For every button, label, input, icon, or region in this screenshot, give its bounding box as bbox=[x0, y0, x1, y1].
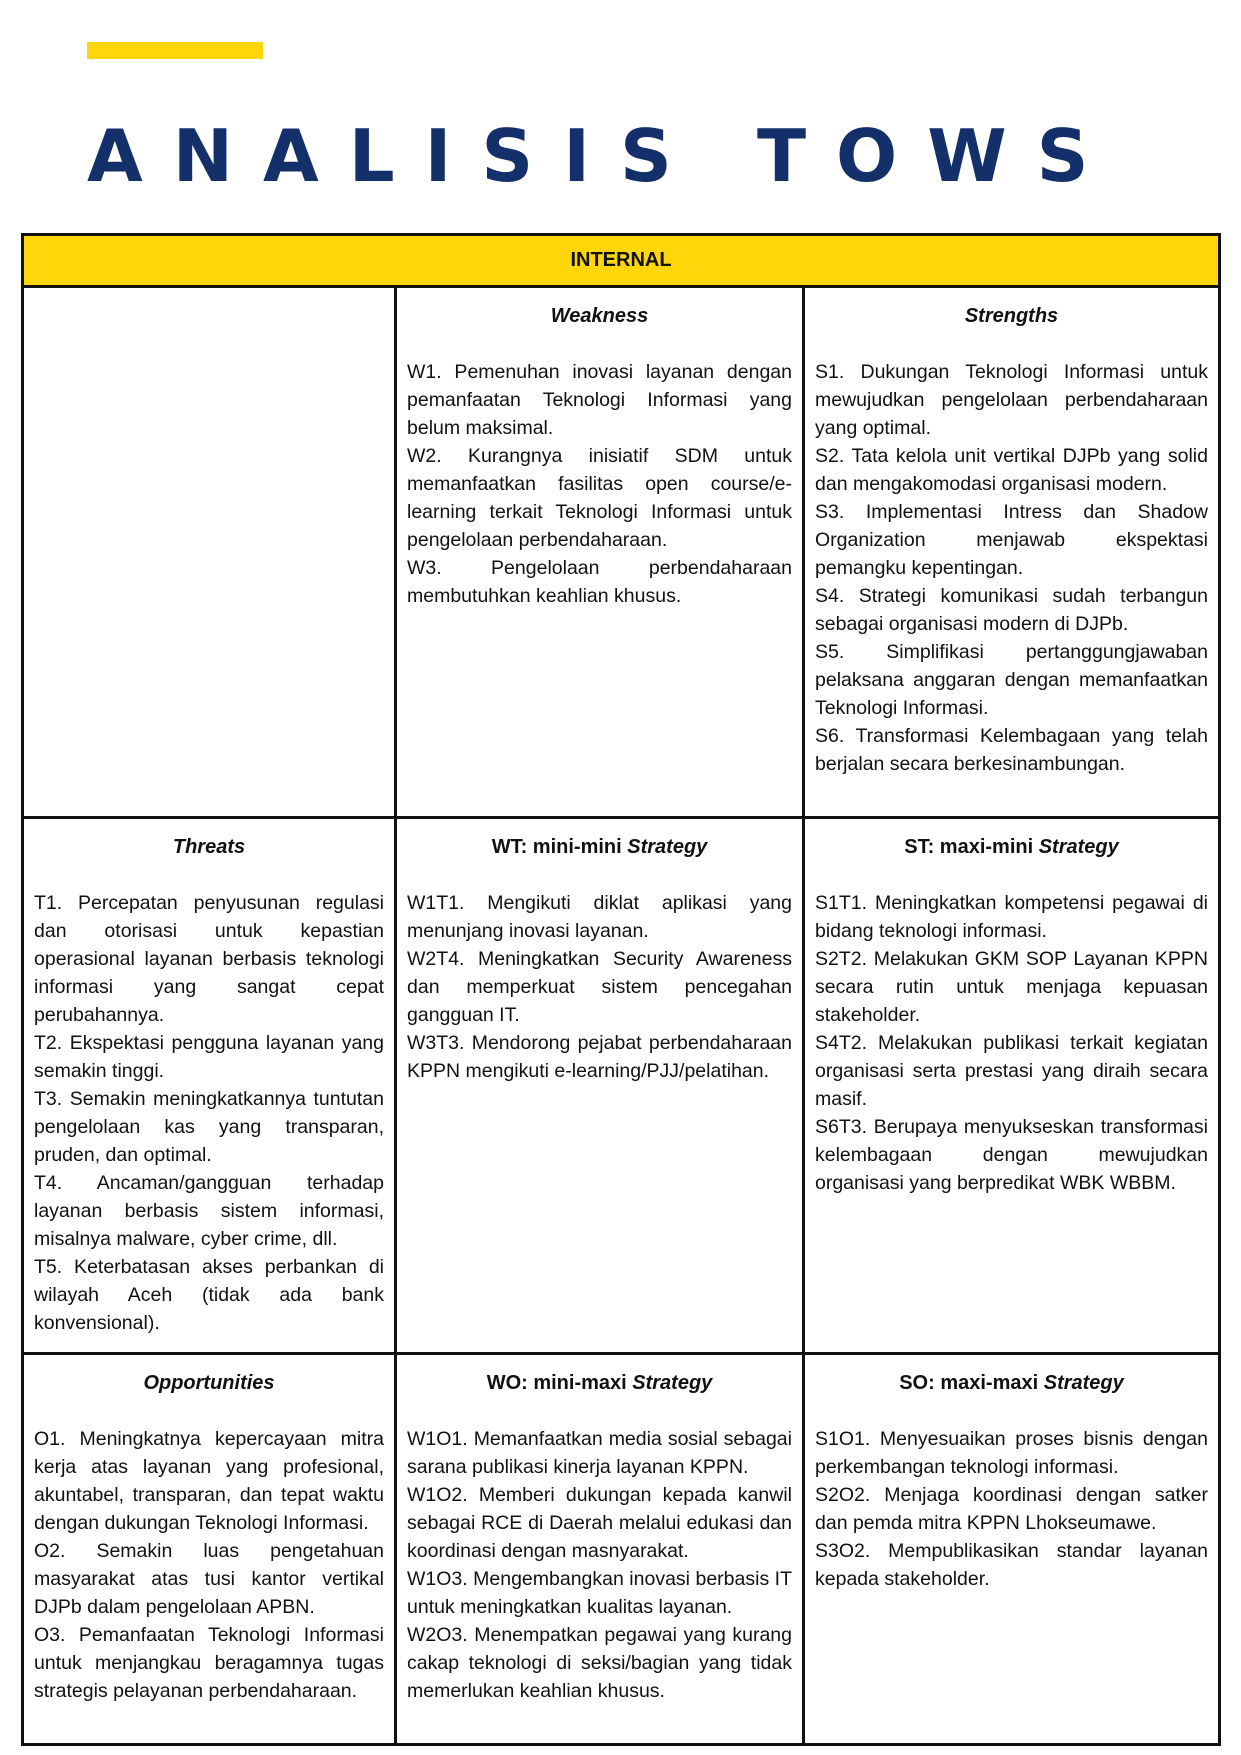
strengths-list bbox=[815, 358, 1208, 778]
strengths-heading bbox=[815, 304, 1208, 328]
empty-corner-cell bbox=[23, 286, 396, 817]
list-item: W1O2. Memberi dukungan kepada kanwil sebagai RCE di Daerah melalui edukasi dan koordinasi dengan masnyarakat. bbox=[407, 1483, 792, 1562]
threats-list bbox=[34, 889, 384, 1337]
weakness-list bbox=[407, 358, 792, 610]
threats-cell bbox=[23, 817, 396, 1353]
list-item: S6T3. Berupaya menyukseskan transformasi kelembagaan dengan mewujudkan organisasi yang berpredikat WBK WBBM. bbox=[815, 1115, 1208, 1194]
weakness-heading bbox=[407, 304, 792, 328]
list-item: S1O1. Menyesuaikan proses bisnis dengan perkembangan teknologi informasi. bbox=[815, 1427, 1208, 1478]
so-heading-suffix: Strategy bbox=[1043, 1371, 1124, 1394]
list-item: T1. Percepatan penyusunan regulasi dan otorisasi untuk kepastian operasional layanan berbasis teknologi informasi yang sangat cepat perubahannya. bbox=[34, 891, 384, 1026]
strengths-heading-text: Strengths bbox=[964, 304, 1059, 327]
wt-heading-suffix: Strategy bbox=[627, 835, 708, 858]
list-item: S6. Transformasi Kelembagaan yang telah berjalan secara berkesinambungan. bbox=[815, 724, 1208, 775]
weakness-heading-text: Weakness bbox=[550, 304, 649, 327]
so-heading bbox=[815, 1371, 1208, 1395]
st-list bbox=[815, 889, 1208, 1197]
wt-cell bbox=[396, 817, 804, 1353]
list-item: S3. Implementasi Intress dan Shadow Organization menjawab ekspektasi pemangku kepentingan. bbox=[815, 500, 1208, 579]
so-list bbox=[815, 1425, 1208, 1593]
wt-heading-prefix: WT: mini-mini bbox=[491, 835, 622, 858]
weakness-cell bbox=[396, 286, 804, 817]
list-item: W3T3. Mendorong pejabat perbendaharaan KPPN mengikuti e-learning/PJJ/pelatihan. bbox=[407, 1031, 792, 1082]
list-item: W1. Pemenuhan inovasi layanan dengan pemanfaatan Teknologi Informasi yang belum maksimal. bbox=[407, 360, 792, 439]
list-item: S2O2. Menjaga koordinasi dengan satker dan pemda mitra KPPN Lhokseumawe. bbox=[815, 1483, 1208, 1534]
list-item: W1T1. Mengikuti diklat aplikasi yang menunjang inovasi layanan. bbox=[407, 891, 792, 942]
page-title: ANALISIS TOWS bbox=[87, 114, 1119, 198]
opportunities-cell bbox=[23, 1353, 396, 1744]
opportunities-heading-text: Opportunities bbox=[143, 1371, 275, 1394]
list-item: S4T2. Melakukan publikasi terkait kegiatan organisasi serta prestasi yang diraih secara masif. bbox=[815, 1031, 1208, 1110]
wo-heading-suffix: Strategy bbox=[632, 1371, 713, 1394]
wo-list bbox=[407, 1425, 792, 1705]
list-item: W2. Kurangnya inisiatif SDM untuk memanfaatkan fasilitas open course/e-learning terkait Teknologi Informasi untuk pengelolaan perbendaharaan. bbox=[407, 444, 792, 551]
list-item: T2. Ekspektasi pengguna layanan yang semakin tinggi. bbox=[34, 1031, 384, 1082]
wo-heading-prefix: WO: mini-maxi bbox=[486, 1371, 627, 1394]
list-item: W3. Pengelolaan perbendaharaan membutuhkan keahlian khusus. bbox=[407, 556, 792, 607]
wo-heading bbox=[407, 1371, 792, 1395]
list-item: W1O1. Memanfaatkan media sosial sebagai sarana publikasi kinerja layanan KPPN. bbox=[407, 1427, 792, 1478]
st-heading-suffix: Strategy bbox=[1038, 835, 1119, 858]
list-item: S3O2. Mempublikasikan standar layanan kepada stakeholder. bbox=[815, 1539, 1208, 1590]
opportunities-heading bbox=[34, 1371, 384, 1395]
threats-heading-text: Threats bbox=[172, 835, 246, 858]
list-item: O2. Semakin luas pengetahuan masyarakat atas tusi kantor vertikal DJPb dalam pengelolaan APBN. bbox=[34, 1539, 384, 1618]
wt-list bbox=[407, 889, 792, 1085]
strengths-cell bbox=[804, 286, 1220, 817]
list-item: T3. Semakin meningkatkannya tuntutan pengelolaan kas yang transparan, pruden, dan optimal. bbox=[34, 1087, 384, 1166]
st-heading bbox=[815, 835, 1208, 859]
list-item: S2. Tata kelola unit vertikal DJPb yang solid dan mengakomodasi organisasi modern. bbox=[815, 444, 1208, 495]
list-item: O1. Meningkatnya kepercayaan mitra kerja atas layanan yang profesional, akuntabel, transparan, dan tepat waktu dengan dukungan Teknologi Informasi. bbox=[34, 1427, 384, 1534]
list-item: O3. Pemanfaatan Teknologi Informasi untuk menjangkau beragamnya tugas strategis pelayanan perbendaharaan. bbox=[34, 1623, 384, 1702]
list-item: W2T4. Meningkatkan Security Awareness dan memperkuat sistem pencegahan gangguan IT. bbox=[407, 947, 792, 1026]
so-cell bbox=[804, 1353, 1220, 1744]
so-heading-prefix: SO: maxi-maxi bbox=[899, 1371, 1039, 1394]
accent-bar bbox=[87, 42, 263, 59]
internal-header: INTERNAL bbox=[23, 235, 1220, 287]
wo-cell bbox=[396, 1353, 804, 1744]
list-item: S1T1. Meningkatkan kompetensi pegawai di bidang teknologi informasi. bbox=[815, 891, 1208, 942]
threats-heading bbox=[34, 835, 384, 859]
list-item: W2O3. Menempatkan pegawai yang kurang cakap teknologi di seksi/bagian yang tidak memerlukan keahlian khusus. bbox=[407, 1623, 792, 1702]
tows-table bbox=[21, 233, 1221, 1746]
list-item: S5. Simplifikasi pertanggungjawaban pelaksana anggaran dengan memanfaatkan Teknologi Informasi. bbox=[815, 640, 1208, 719]
st-heading-prefix: ST: maxi-mini bbox=[904, 835, 1034, 858]
opportunities-list bbox=[34, 1425, 384, 1705]
wt-heading bbox=[407, 835, 792, 859]
list-item: T5. Keterbatasan akses perbankan di wilayah Aceh (tidak ada bank konvensional). bbox=[34, 1255, 384, 1334]
list-item: T4. Ancaman/gangguan terhadap layanan berbasis sistem informasi, misalnya malware, cyber crime, dll. bbox=[34, 1171, 384, 1250]
list-item: S4. Strategi komunikasi sudah terbangun sebagai organisasi modern di DJPb. bbox=[815, 584, 1208, 635]
list-item: S2T2. Melakukan GKM SOP Layanan KPPN secara rutin untuk menjaga kepuasan stakeholder. bbox=[815, 947, 1208, 1026]
list-item: W1O3. Mengembangkan inovasi berbasis IT untuk meningkatkan kualitas layanan. bbox=[407, 1567, 792, 1618]
st-cell bbox=[804, 817, 1220, 1353]
list-item: S1. Dukungan Teknologi Informasi untuk mewujudkan pengelolaan perbendaharaan yang optimal. bbox=[815, 360, 1208, 439]
